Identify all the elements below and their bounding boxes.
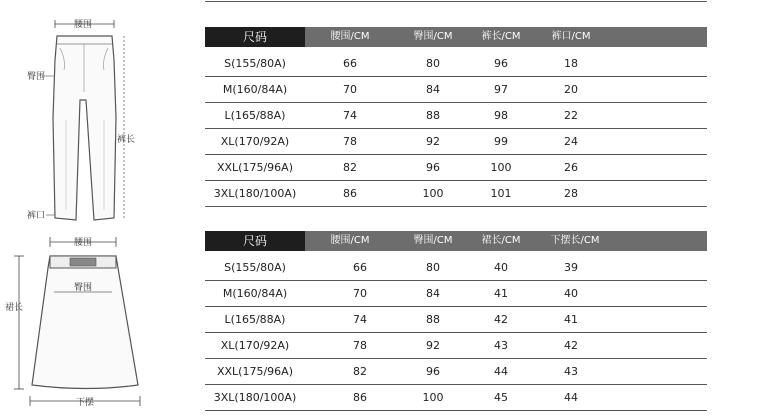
table-row: [205, 385, 707, 411]
header-hem: 裤口/CM: [551, 31, 591, 42]
value-cell: 74: [343, 109, 357, 122]
header-size: 尺码: [205, 231, 305, 251]
size-cell: XL(170/92A): [220, 339, 290, 352]
skirt-waist-label: 腰围: [74, 238, 93, 248]
size-cell: L(165/88A): [224, 109, 286, 122]
value-cell: 80: [426, 57, 440, 70]
header-hem-width: 下摆长/CM: [550, 235, 600, 246]
value-cell: 92: [426, 339, 440, 352]
table-row: [205, 51, 707, 77]
table-row: [205, 333, 707, 359]
table-row: [205, 181, 707, 207]
value-cell: 78: [343, 135, 357, 148]
header-hip: 臀围/CM: [413, 235, 453, 246]
size-cell: M(160/84A): [222, 83, 288, 96]
value-cell: 86: [353, 391, 367, 404]
value-cell: 99: [494, 135, 508, 148]
row-divider: [205, 206, 707, 207]
header-size: 尺码: [205, 27, 305, 47]
size-illustrations: [0, 0, 200, 417]
skirt-hip-label: 臀围: [74, 283, 93, 293]
value-cell: 42: [494, 313, 508, 326]
skirt-hem-label: 下摆: [76, 398, 95, 408]
size-cell: S(155/80A): [224, 57, 286, 70]
value-cell: 96: [426, 365, 440, 378]
top-divider: [205, 1, 707, 2]
value-cell: 101: [490, 187, 512, 200]
value-cell: 100: [490, 161, 512, 174]
value-cell: 18: [564, 57, 578, 70]
size-cell: 3XL(180/100A): [213, 187, 297, 200]
value-cell: 39: [564, 261, 578, 274]
pants-waist-label: 腰围: [74, 20, 93, 30]
header-hip: 臀围/CM: [413, 31, 453, 42]
header-length: 裤长/CM: [481, 31, 521, 42]
header-length: 裙长/CM: [481, 235, 521, 246]
value-cell: 96: [426, 161, 440, 174]
value-cell: 74: [353, 313, 367, 326]
value-cell: 40: [494, 261, 508, 274]
header-waist: 腰围/CM: [330, 235, 370, 246]
table-row: [205, 359, 707, 385]
value-cell: 70: [353, 287, 367, 300]
value-cell: 24: [564, 135, 578, 148]
value-cell: 100: [422, 391, 444, 404]
table-row: [205, 255, 707, 281]
value-cell: 80: [426, 261, 440, 274]
value-cell: 43: [494, 339, 508, 352]
value-cell: 100: [422, 187, 444, 200]
size-cell: XXL(175/96A): [216, 161, 293, 174]
value-cell: 40: [564, 287, 578, 300]
table-row: [205, 77, 707, 103]
value-cell: 78: [353, 339, 367, 352]
value-cell: 84: [426, 83, 440, 96]
size-cell: S(155/80A): [224, 261, 286, 274]
value-cell: 41: [564, 313, 578, 326]
value-cell: 88: [426, 313, 440, 326]
table-row: [205, 281, 707, 307]
value-cell: 44: [494, 365, 508, 378]
value-cell: 42: [564, 339, 578, 352]
pants-hip-label: 臀围: [27, 72, 46, 82]
pants-drawing: [27, 19, 135, 221]
value-cell: 66: [343, 57, 357, 70]
value-cell: 41: [494, 287, 508, 300]
value-cell: 82: [343, 161, 357, 174]
value-cell: 66: [353, 261, 367, 274]
pants-hem-label: 裤口: [27, 211, 46, 221]
value-cell: 70: [343, 83, 357, 96]
value-cell: 86: [343, 187, 357, 200]
skirt-drawing: [5, 237, 140, 408]
skirt-length-label: 裙长: [5, 303, 24, 313]
value-cell: 82: [353, 365, 367, 378]
size-cell: L(165/88A): [224, 313, 286, 326]
value-cell: 26: [564, 161, 578, 174]
value-cell: 96: [494, 57, 508, 70]
value-cell: 92: [426, 135, 440, 148]
table-header: [205, 231, 707, 251]
table-row: [205, 155, 707, 181]
value-cell: 44: [564, 391, 578, 404]
value-cell: 43: [564, 365, 578, 378]
value-cell: 88: [426, 109, 440, 122]
table-header: [205, 27, 707, 47]
table-row: [205, 103, 707, 129]
value-cell: 98: [494, 109, 508, 122]
size-cell: XL(170/92A): [220, 135, 290, 148]
pants-length-label: 裤长: [117, 135, 136, 145]
header-waist: 腰围/CM: [330, 31, 370, 42]
size-cell: XXL(175/96A): [216, 365, 293, 378]
size-cell: 3XL(180/100A): [213, 391, 297, 404]
table-row: [205, 307, 707, 333]
value-cell: 84: [426, 287, 440, 300]
value-cell: 22: [564, 109, 578, 122]
value-cell: 45: [494, 391, 508, 404]
row-divider: [205, 410, 707, 411]
value-cell: 20: [564, 83, 578, 96]
table-row: [205, 129, 707, 155]
value-cell: 97: [494, 83, 508, 96]
size-cell: M(160/84A): [222, 287, 288, 300]
value-cell: 28: [564, 187, 578, 200]
